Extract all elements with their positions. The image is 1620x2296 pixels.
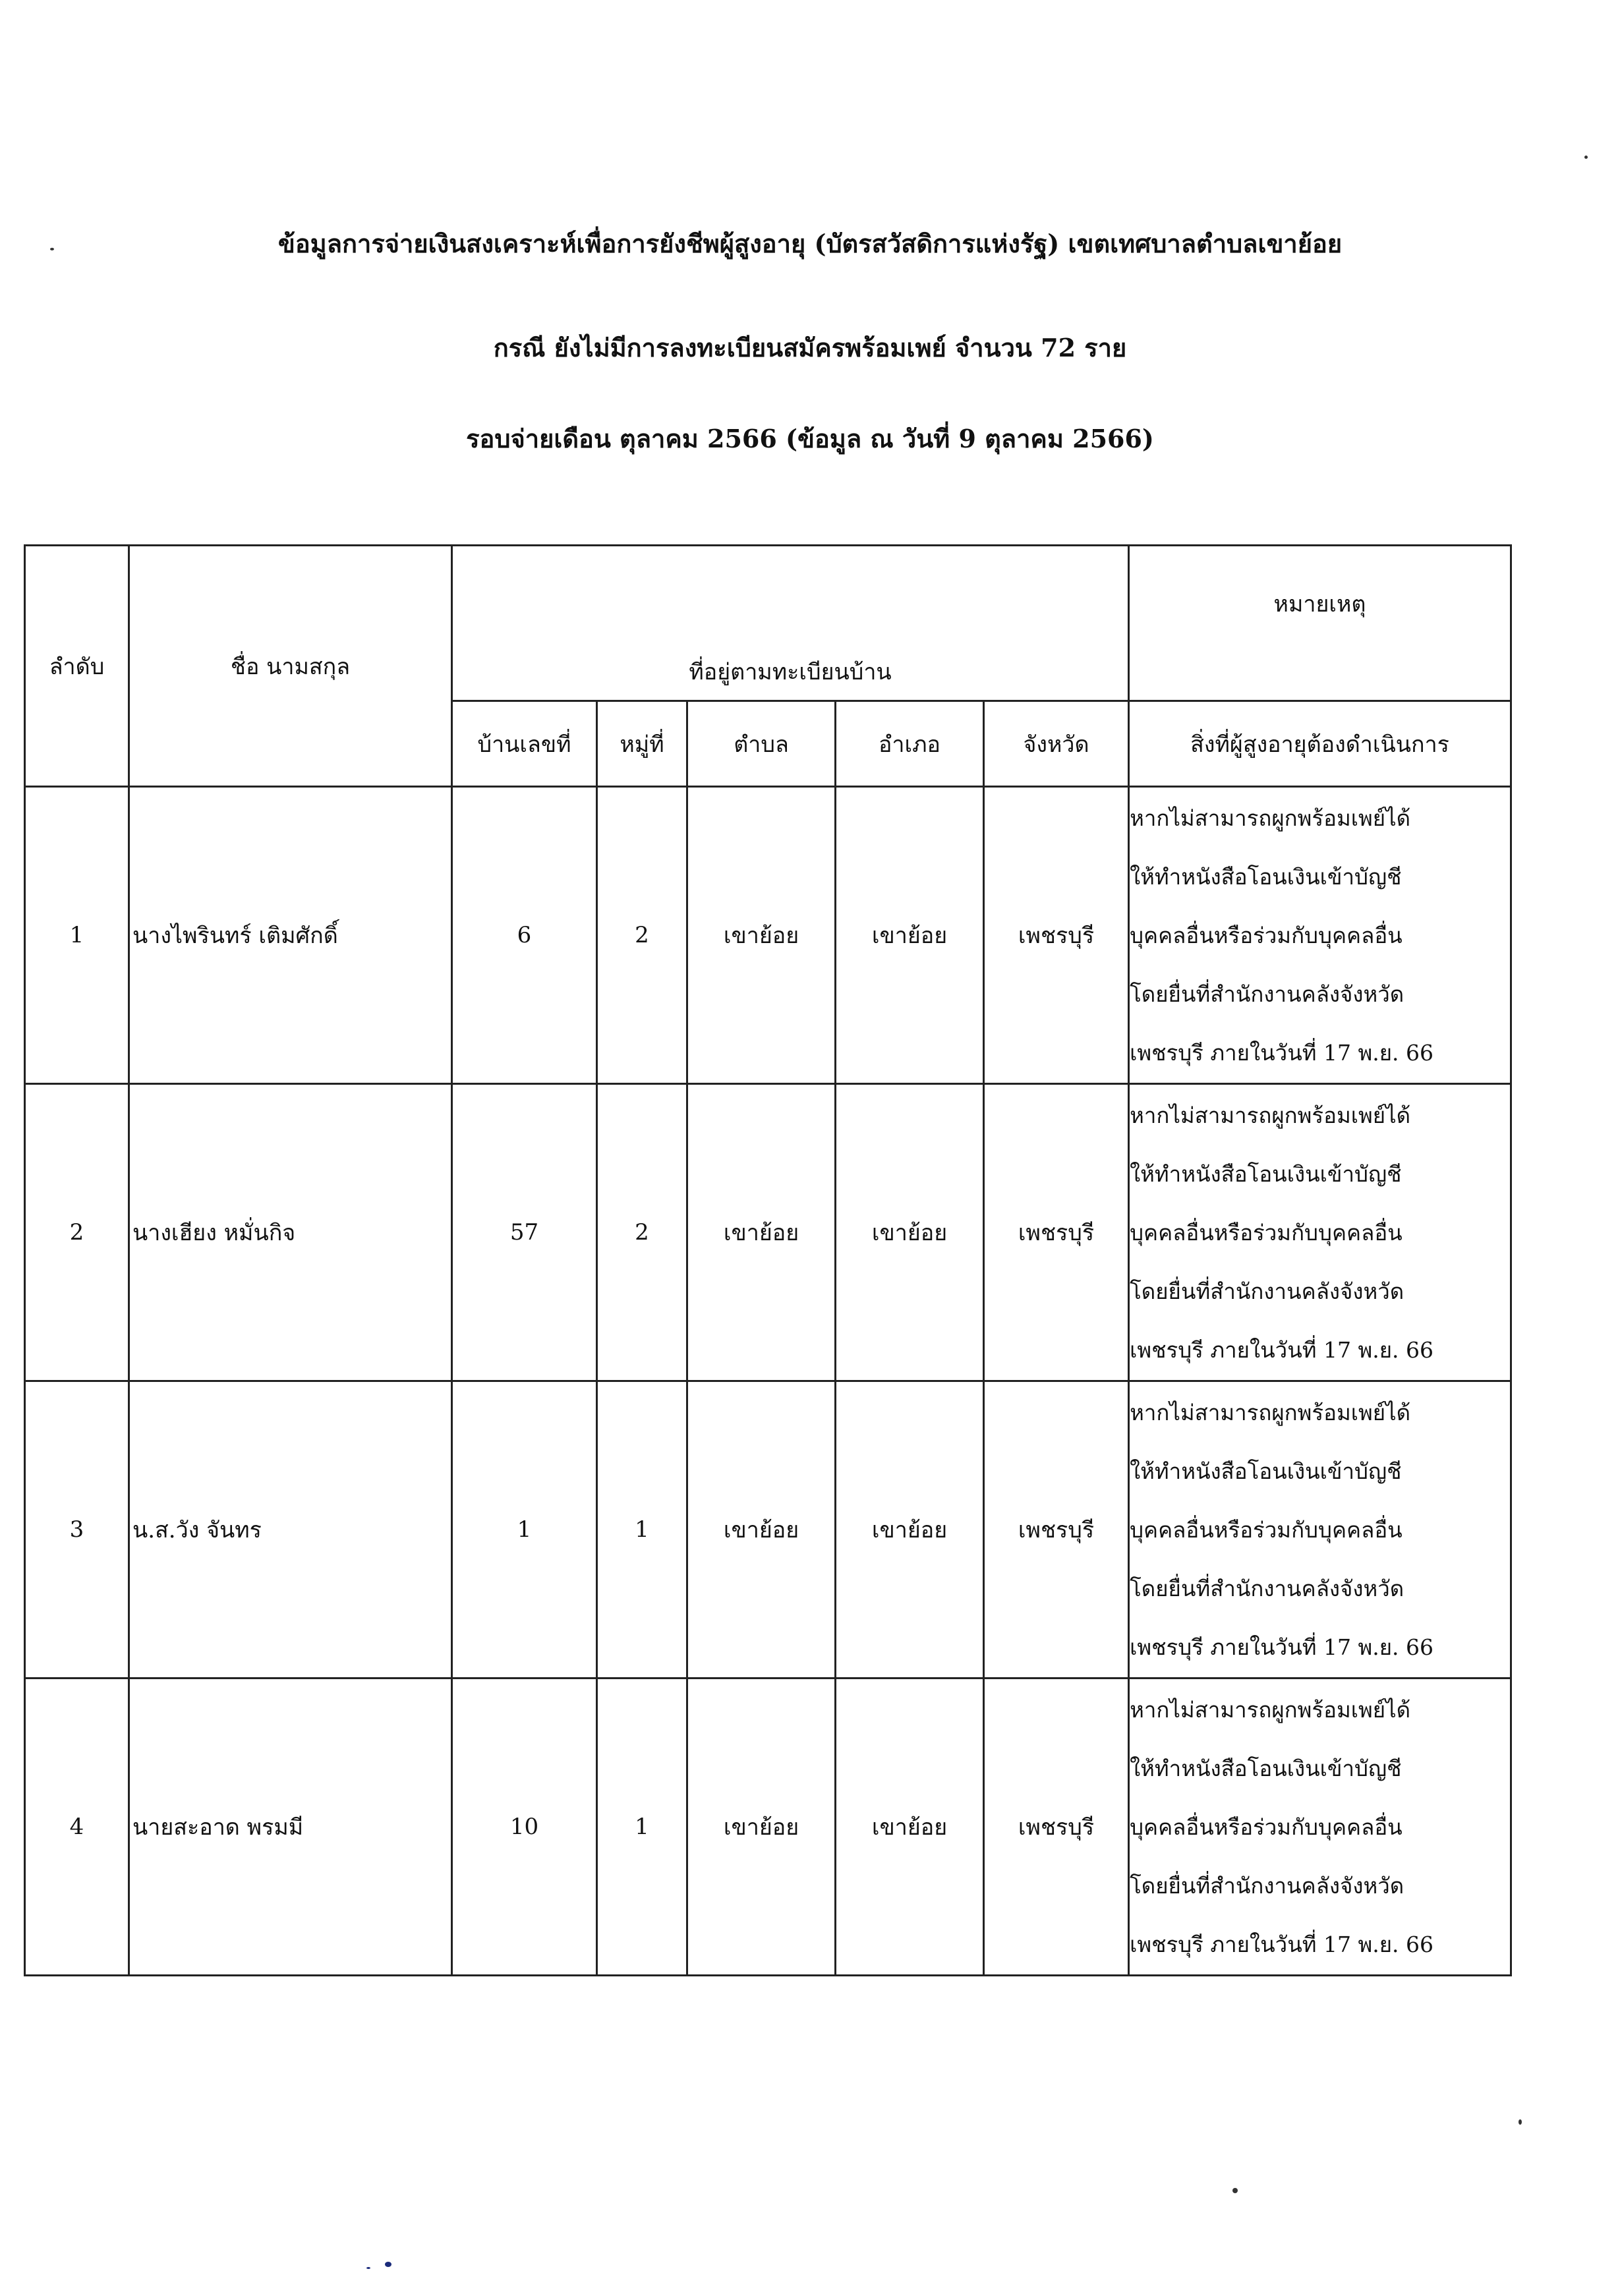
header-name: ชื่อ นามสกุล	[129, 546, 452, 787]
row-tambon: เขาย้อย	[687, 1679, 836, 1976]
row-amphoe: เขาย้อย	[836, 787, 984, 1084]
row-name: น.ส.วัง จันทร	[129, 1381, 452, 1679]
row-tambon: เขาย้อย	[687, 1084, 836, 1381]
scan-speck	[1584, 156, 1588, 159]
row-house-no: 10	[452, 1679, 597, 1976]
scan-speck	[50, 248, 54, 250]
row-moo: 2	[597, 787, 687, 1084]
row-note-line: หากไม่สามารถผูกพร้อมเพย์ได้	[1130, 1399, 1411, 1425]
row-moo: 1	[597, 1679, 687, 1976]
row-note	[1129, 1084, 1511, 1381]
row-note-line: บุคคลอื่นหรือร่วมกับบุคคลอื่น	[1130, 1219, 1403, 1246]
table-row	[25, 787, 1511, 1084]
row-house-no: 6	[452, 787, 597, 1084]
scan-speck	[1519, 2119, 1522, 2125]
document-title: ข้อมูลการจ่ายเงินสงเคราะห์เพื่อการยังชีพผู้สูงอายุ (บัตรสวัสดิการแห่งรัฐ) เขตเทศบาลตำบลเขาย้อย	[277, 229, 1343, 258]
row-note	[1129, 1679, 1511, 1976]
row-name: นายสะอาด พรมมี	[129, 1679, 452, 1976]
row-note-line: เพชรบุรี ภายในวันที่ 17 พ.ย. 66	[1130, 1336, 1434, 1363]
row-name: นางเฮียง หมั่นกิจ	[129, 1084, 452, 1381]
row-note-line: โดยยื่นที่สำนักงานคลังจังหวัด	[1130, 1872, 1404, 1899]
row-tambon: เขาย้อย	[687, 787, 836, 1084]
table-row	[25, 1084, 1511, 1381]
header-house-no: บ้านเลขที่	[452, 701, 597, 787]
row-moo: 2	[597, 1084, 687, 1381]
row-amphoe: เขาย้อย	[836, 1084, 984, 1381]
header-amphoe: อำเภอ	[836, 701, 984, 787]
row-amphoe: เขาย้อย	[836, 1679, 984, 1976]
header-province: จังหวัด	[984, 701, 1129, 787]
row-note-line: บุคคลอื่นหรือร่วมกับบุคคลอื่น	[1130, 1814, 1403, 1840]
row-note	[1129, 1381, 1511, 1679]
scan-speck	[385, 2262, 391, 2267]
row-province: เพชรบุรี	[984, 1679, 1129, 1976]
row-no: 2	[25, 1084, 129, 1381]
header-remark-action: สิ่งที่ผู้สูงอายุต้องดำเนินการ	[1129, 701, 1511, 787]
row-note-line: ให้ทำหนังสือโอนเงินเข้าบัญชี	[1130, 1458, 1402, 1484]
row-note-line: เพชรบุรี ภายในวันที่ 17 พ.ย. 66	[1130, 1634, 1434, 1660]
row-no: 1	[25, 787, 129, 1084]
row-note-line: เพชรบุรี ภายในวันที่ 17 พ.ย. 66	[1130, 1931, 1434, 1957]
row-note-line: บุคคลอื่นหรือร่วมกับบุคคลอื่น	[1130, 922, 1403, 948]
row-note-line: เพชรบุรี ภายในวันที่ 17 พ.ย. 66	[1130, 1039, 1434, 1066]
row-note-line: หากไม่สามารถผูกพร้อมเพย์ได้	[1130, 805, 1411, 831]
document-period: รอบจ่ายเดือน ตุลาคม 2566 (ข้อมูล ณ วันที่ 9 ตุลาคม 2566)	[466, 424, 1154, 453]
header-no: ลำดับ	[25, 546, 129, 787]
row-note-line: หากไม่สามารถผูกพร้อมเพย์ได้	[1130, 1102, 1411, 1128]
row-no: 3	[25, 1381, 129, 1679]
header-address-group: ที่อยู่ตามทะเบียนบ้าน	[452, 546, 1129, 701]
beneficiary-table	[24, 544, 1512, 1976]
row-note-line: โดยยื่นที่สำนักงานคลังจังหวัด	[1130, 981, 1404, 1007]
row-province: เพชรบุรี	[984, 1381, 1129, 1679]
row-note-line: ให้ทำหนังสือโอนเงินเข้าบัญชี	[1130, 863, 1402, 890]
row-province: เพชรบุรี	[984, 1084, 1129, 1381]
header-remark: หมายเหตุ	[1129, 546, 1511, 701]
row-moo: 1	[597, 1381, 687, 1679]
header-moo: หมู่ที่	[597, 701, 687, 787]
row-note-line: ให้ทำหนังสือโอนเงินเข้าบัญชี	[1130, 1161, 1402, 1187]
row-house-no: 1	[452, 1381, 597, 1679]
row-note-line: ให้ทำหนังสือโอนเงินเข้าบัญชี	[1130, 1755, 1402, 1781]
row-no: 4	[25, 1679, 129, 1976]
row-province: เพชรบุรี	[984, 787, 1129, 1084]
table-row	[25, 1679, 1511, 1976]
row-name: นางไพรินทร์ เติมศักดิ์	[129, 787, 452, 1084]
header-tambon: ตำบล	[687, 701, 836, 787]
row-house-no: 57	[452, 1084, 597, 1381]
row-note-line: หากไม่สามารถผูกพร้อมเพย์ได้	[1130, 1696, 1411, 1723]
table-row	[25, 1381, 1511, 1679]
scan-speck	[1232, 2188, 1238, 2193]
row-note	[1129, 787, 1511, 1084]
row-note-line: บุคคลอื่นหรือร่วมกับบุคคลอื่น	[1130, 1516, 1403, 1543]
scan-speck	[366, 2267, 370, 2269]
row-amphoe: เขาย้อย	[836, 1381, 984, 1679]
row-note-line: โดยยื่นที่สำนักงานคลังจังหวัด	[1130, 1278, 1404, 1304]
row-note-line: โดยยื่นที่สำนักงานคลังจังหวัด	[1130, 1575, 1404, 1601]
row-tambon: เขาย้อย	[687, 1381, 836, 1679]
document-subtitle: กรณี ยังไม่มีการลงทะเบียนสมัครพร้อมเพย์ จำนวน 72 ราย	[493, 333, 1127, 362]
